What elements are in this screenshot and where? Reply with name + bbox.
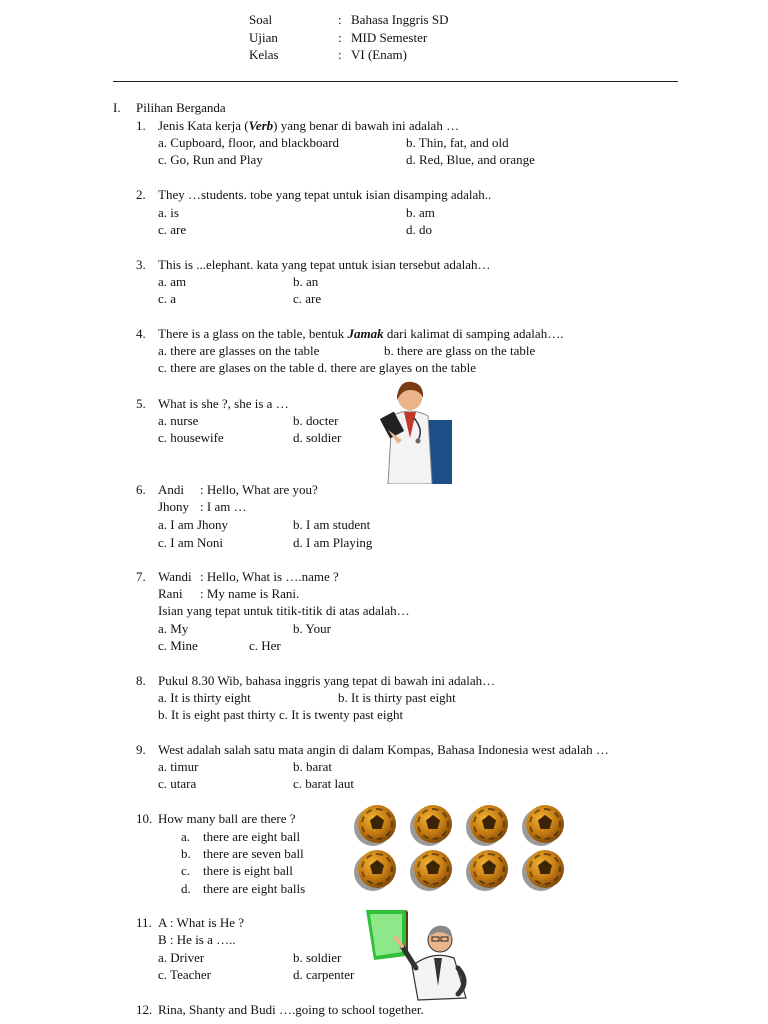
- doctor-illustration: [380, 378, 454, 484]
- header-soal-label: Soal: [249, 12, 273, 27]
- q10-option-c-letter: c.: [181, 863, 191, 878]
- q1-option-d: d. Red, Blue, and orange: [406, 152, 535, 167]
- q6-option-d: d. I am Playing: [293, 535, 373, 550]
- teacher-illustration: [362, 906, 476, 1002]
- header-soal-value: Bahasa Inggris SD: [351, 12, 449, 27]
- q5-question: What is she ?, she is a …: [158, 396, 289, 411]
- ball-icon: [358, 850, 396, 888]
- q3-option-b: b. an: [293, 274, 319, 289]
- q7-option-d: c. Her: [249, 638, 281, 653]
- q3-option-a: a. am: [158, 274, 187, 289]
- q3-number: 3.: [136, 257, 146, 272]
- q4-question: There is a glass on the table, bentuk Jamak dari kalimat di samping adalah….: [158, 326, 564, 341]
- q4-emphasis: Jamak: [347, 326, 384, 341]
- q2-option-a: a. is: [158, 205, 179, 220]
- q8-number: 8.: [136, 673, 146, 688]
- header-ujian-label: Ujian: [249, 30, 278, 45]
- q5-option-d: d. soldier: [293, 430, 342, 445]
- q9-number: 9.: [136, 742, 146, 757]
- q9-option-d: c. barat laut: [293, 776, 354, 791]
- q6-speaker1: Andi: [158, 482, 184, 497]
- header-soal-sep: :: [338, 12, 342, 27]
- q8-question: Pukul 8.30 Wib, bahasa inggris yang tepat di bawah ini adalah…: [158, 673, 496, 688]
- q3-option-c: c. a: [158, 291, 177, 306]
- ball-icon: [526, 850, 564, 888]
- q8-option-a: a. It is thirty eight: [158, 690, 251, 705]
- q7-line1: : Hello, What is ….name ?: [200, 569, 339, 584]
- q8-option-cd: b. It is eight past thirty c. It is twenty past eight: [158, 707, 404, 722]
- q4-option-a: a. there are glasses on the table: [158, 343, 320, 358]
- q11-line1: A : What is He ?: [158, 915, 245, 930]
- q10-option-a: there are eight ball: [203, 829, 301, 844]
- q1-option-c: c. Go, Run and Play: [158, 152, 263, 167]
- q1-option-a: a. Cupboard, floor, and blackboard: [158, 135, 340, 150]
- q11-option-c: c. Teacher: [158, 967, 211, 982]
- header-ujian-value: MID Semester: [351, 30, 428, 45]
- q10-option-b-letter: b.: [181, 846, 191, 861]
- q7-option-a: a. My: [158, 621, 189, 636]
- q1-emphasis: Verb: [248, 118, 274, 133]
- q10-option-b: there are seven ball: [203, 846, 304, 861]
- q10-option-d-letter: d.: [181, 881, 191, 896]
- q9-question: West adalah salah satu mata angin di dalam Kompas, Bahasa Indonesia west adalah …: [158, 742, 609, 757]
- q7-line2: : My name is Rani.: [200, 586, 300, 601]
- q11-number: 11.: [136, 915, 152, 930]
- q2-option-c: c. are: [158, 222, 187, 237]
- q7-speaker1: Wandi: [158, 569, 192, 584]
- q7-number: 7.: [136, 569, 146, 584]
- q5-option-b: b. docter: [293, 413, 339, 428]
- ball-icon: [470, 850, 508, 888]
- q2-option-d: d. do: [406, 222, 432, 237]
- q7-option-b: b. Your: [293, 621, 331, 636]
- ball-icon: [358, 805, 396, 843]
- ball-icon: [470, 805, 508, 843]
- q1-number: 1.: [136, 118, 146, 133]
- q2-number: 2.: [136, 187, 146, 202]
- q9-option-a: a. timur: [158, 759, 199, 774]
- q2-question: They …students. tobe yang tepat untuk isian disamping adalah..: [158, 187, 492, 202]
- q11-option-d: d. carpenter: [293, 967, 355, 982]
- ball-icon: [414, 850, 452, 888]
- q8-option-b: b. It is thirty past eight: [338, 690, 456, 705]
- q11-option-b: b. soldier: [293, 950, 342, 965]
- header-ujian-sep: :: [338, 30, 342, 45]
- q3-option-d: c. are: [293, 291, 322, 306]
- q6-number: 6.: [136, 482, 146, 497]
- q6-option-c: c. I am Noni: [158, 535, 223, 550]
- header-kelas-label: Kelas: [249, 47, 279, 62]
- q1-question: Jenis Kata kerja (Verb) yang benar di bawah ini adalah …: [158, 118, 460, 133]
- q10-option-d: there are eight balls: [203, 881, 306, 896]
- q6-speaker2: Jhony: [158, 499, 190, 514]
- header-kelas-value: VI (Enam): [351, 47, 407, 62]
- q12-number: 12.: [136, 1002, 153, 1017]
- q6-option-b: b. I am student: [293, 517, 371, 532]
- q2-option-b: b. am: [406, 205, 435, 220]
- q10-question: How many ball are there ?: [158, 811, 296, 826]
- q4-option-cd: c. there are glases on the table d. there are glayes on the table: [158, 360, 476, 375]
- q10-option-a-letter: a.: [181, 829, 191, 844]
- q5-option-c: c. housewife: [158, 430, 224, 445]
- q5-option-a: a. nurse: [158, 413, 199, 428]
- q7-option-c: c. Mine: [158, 638, 198, 653]
- q11-line2: B : He is a …..: [158, 932, 236, 947]
- q10-option-c: there is eight ball: [203, 863, 293, 878]
- q6-line1: : Hello, What are you?: [200, 482, 318, 497]
- q7-speaker2: Rani: [158, 586, 183, 601]
- header-kelas-sep: :: [338, 47, 342, 62]
- q1-option-b: b. Thin, fat, and old: [406, 135, 509, 150]
- q7-instruction: Isian yang tepat untuk titik-titik di atas adalah…: [158, 603, 410, 618]
- section-title: Pilihan Berganda: [136, 100, 226, 115]
- q10-number: 10.: [136, 811, 153, 826]
- q6-line2: : I am …: [200, 499, 247, 514]
- q5-number: 5.: [136, 396, 146, 411]
- q4-option-b: b. there are glass on the table: [384, 343, 536, 358]
- q3-question: This is ...elephant. kata yang tepat untuk isian tersebut adalah…: [158, 257, 491, 272]
- section-number: I.: [113, 100, 121, 115]
- header-divider: [113, 81, 678, 82]
- q6-option-a: a. I am Jhony: [158, 517, 229, 532]
- q12-question: Rina, Shanty and Budi ….going to school together.: [158, 1002, 424, 1017]
- q4-number: 4.: [136, 326, 146, 341]
- ball-icon: [526, 805, 564, 843]
- q11-option-a: a. Driver: [158, 950, 205, 965]
- ball-icon: [414, 805, 452, 843]
- q9-option-b: b. barat: [293, 759, 332, 774]
- q9-option-c: c. utara: [158, 776, 197, 791]
